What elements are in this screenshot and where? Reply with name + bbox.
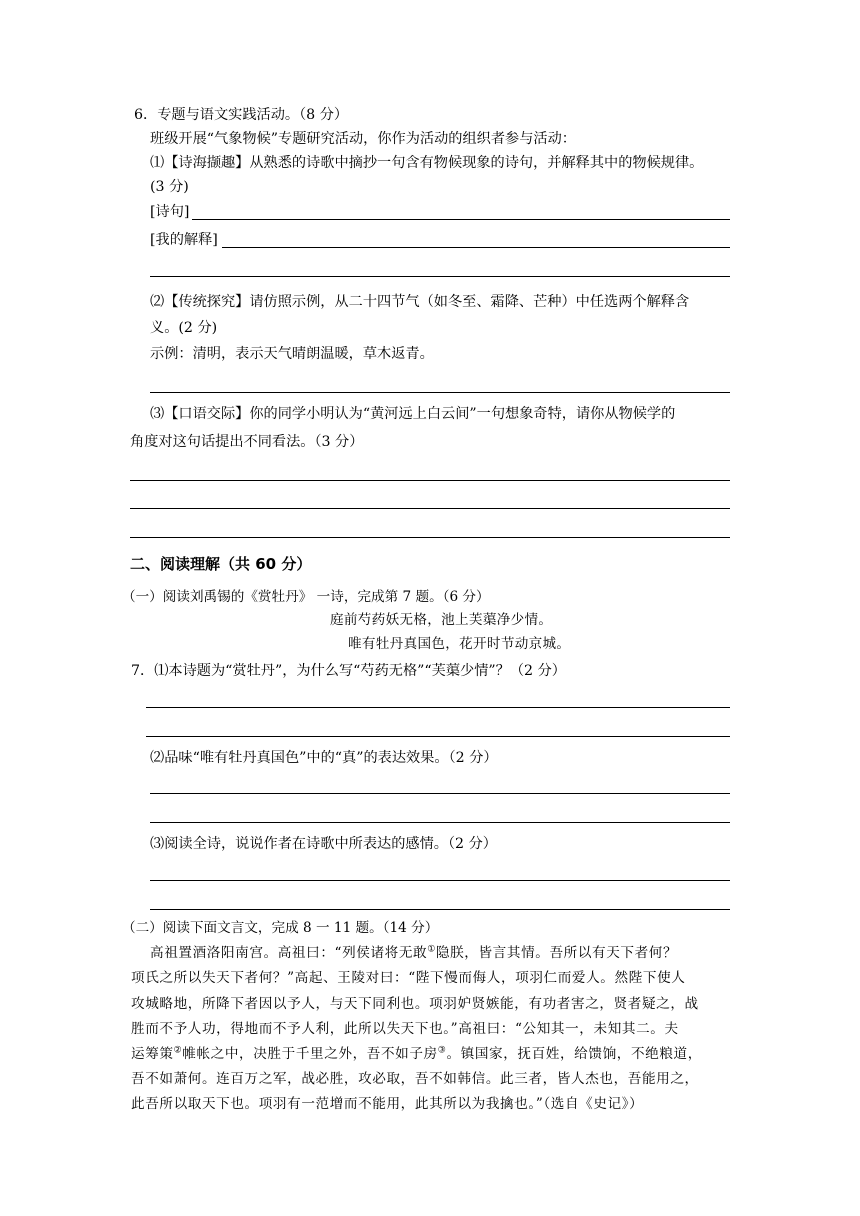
- oral-answer-line-3[interactable]: [130, 537, 730, 538]
- oral-answer-line-1[interactable]: [130, 480, 730, 481]
- q7-3-answer-line-2[interactable]: [150, 909, 730, 910]
- q6-part3-line2: 角度对这句话提出不同看法。（3 分）: [130, 434, 364, 450]
- q6-example: 示例：清明，表示天气晴朗温暖，草木返青。: [150, 346, 434, 362]
- passage-line-3: 攻城略地，所降下者因以予人，与天下同利也。项羽妒贤嫉能，有功者害之，贤者疑之，战: [131, 996, 699, 1012]
- q7-1-answer-line-2[interactable]: [146, 736, 730, 737]
- part1-intro: （一）阅读刘禹锡的《赏牡丹》 一诗，完成第 7 题。（6 分）: [122, 589, 490, 605]
- poem-line-2: 唯有牡丹真国色，花开时节动京城。: [348, 636, 571, 652]
- part2-intro: （二）阅读下面文言文，完成 8 一 11 题。（14 分）: [122, 920, 439, 936]
- passage-text: 帷帐之中，决胜于千里之外，吾不如子房: [182, 1046, 438, 1062]
- q6-intro: 班级开展“气象物候”专题研究活动，你作为活动的组织者参与活动：: [150, 131, 576, 147]
- passage-line-5: [131, 1046, 702, 1062]
- section-heading: 二、阅读理解（共 60 分）: [130, 555, 312, 573]
- explanation-answer-line-2[interactable]: [150, 276, 730, 277]
- passage-line-7: 此吾所以取天下也。项羽有一范增而不能用，此其所以为我擒也。”（选自《史记》）: [131, 1096, 644, 1112]
- footnote-marker: ②: [173, 1045, 183, 1056]
- q7-2-answer-line-1[interactable]: [150, 793, 730, 794]
- passage-text: 。镇国家，抚百姓，给馈饷，不绝粮道，: [446, 1046, 702, 1062]
- q6-part2-line2: 义。(2 分): [150, 320, 218, 336]
- explanation-label: [我的解释]: [150, 232, 218, 248]
- passage-line-6: 吾不如萧何。连百万之军，战必胜，攻必取，吾不如韩信。此三者，皆人杰也，吾能用之，: [131, 1071, 699, 1087]
- passage-text: 隐朕，皆言其情。吾所以有天下者何？: [435, 945, 678, 961]
- q6-part1-line2: (3 分): [150, 179, 189, 195]
- passage-line-1: [150, 945, 677, 961]
- q7-3-answer-line-1[interactable]: [150, 880, 730, 881]
- footnote-marker: ①: [427, 944, 436, 955]
- poem-label: [诗句]: [150, 204, 190, 220]
- q7-2-answer-line-2[interactable]: [150, 822, 730, 823]
- q7-1-answer-line-1[interactable]: [146, 707, 730, 708]
- q7-part2: ⑵品味“唯有牡丹真国色”中的“真”的表达效果。（2 分）: [150, 750, 498, 766]
- solar-term-answer-line[interactable]: [150, 392, 730, 393]
- poem-answer-line[interactable]: [192, 219, 730, 220]
- q6-part3-line1: ⑶【口语交际】你的同学小明认为“黄河远上白云间”一句想象奇特，请你从物候学的: [150, 406, 676, 422]
- poem-line-1: 庭前芍药妖无格，池上芙蕖净少情。: [330, 612, 553, 628]
- passage-text: 高祖置酒洛阳南宫。高祖曰：“列侯诸将无敢: [150, 945, 428, 961]
- passage-line-2: 项氏之所以失天下者何？”高起、王陵对曰：“陛下慢而侮人，项羽仁而爱人。然陛下使人: [131, 970, 686, 986]
- q7-part1: 7．⑴本诗题为“赏牡丹”，为什么写“芍药无格”“芙蕖少情”？（2 分）: [131, 663, 566, 679]
- q6-part1-line1: ⑴【诗海撷趣】从熟悉的诗歌中摘抄一句含有物候现象的诗句，并解释其中的物候规律。: [150, 155, 704, 171]
- passage-line-4: 胜而不予人功，得地而不予人利，此所以失天下也。”高祖曰：“公知其一，未知其二。夫: [131, 1021, 679, 1037]
- passage-text: 运筹策: [131, 1046, 174, 1062]
- q7-part3: ⑶阅读全诗，说说作者在诗歌中所表达的感情。（2 分）: [150, 836, 497, 852]
- q6-title: 6．专题与语文实践活动。（8 分）: [134, 107, 349, 123]
- footnote-marker: ③: [437, 1045, 447, 1056]
- q6-part2-line1: ⑵【传统探究】请仿照示例，从二十四节气（如冬至、霜降、芒种）中任选两个解释含: [150, 294, 690, 310]
- explanation-answer-line[interactable]: [222, 247, 730, 248]
- oral-answer-line-2[interactable]: [130, 508, 730, 509]
